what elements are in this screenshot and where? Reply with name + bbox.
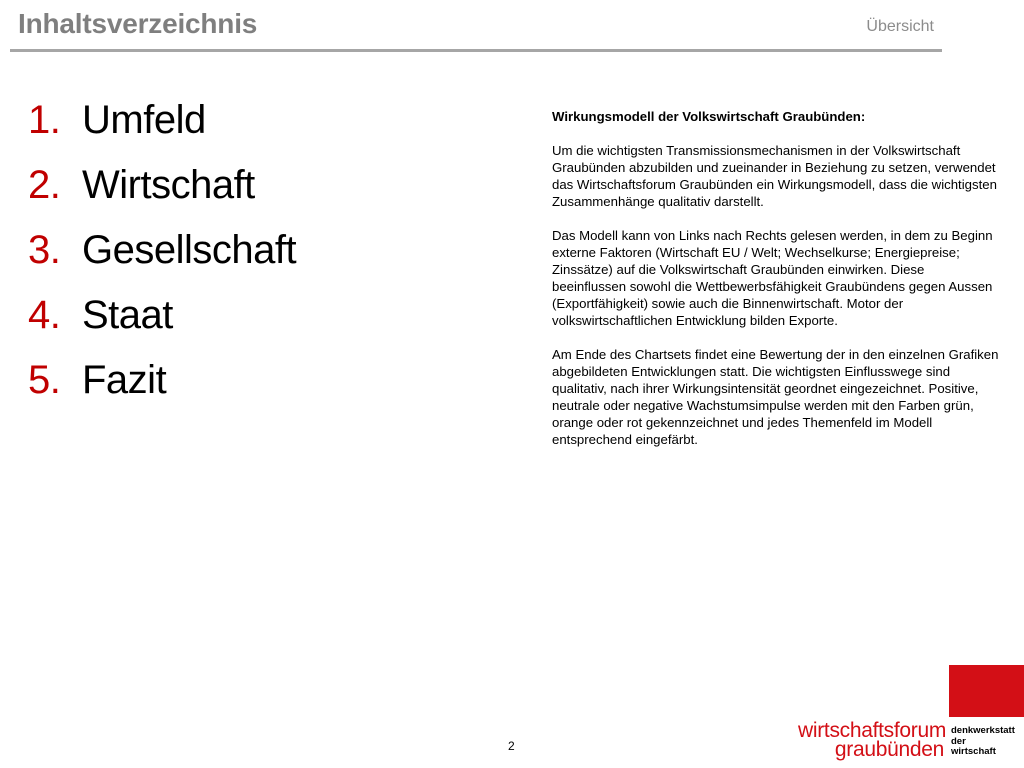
toc-label: Wirtschaft	[82, 163, 255, 207]
description-paragraph: Am Ende des Chartsets findet eine Bewertung der in den einzelnen Grafiken abgebildeten Entwicklungen statt. Die wichtigsten Einflusswege sind qualitativ, nach ihrer Wirkungsintensität geordnet eingezeichnet. Positive, neutrale oder negative Wachstumsimpulse werden mit den Farben grün, orange oder rot gekennzeichnet und jedes Themenfeld im Modell entsprechend eingefärbt.	[552, 347, 999, 447]
logo-line: wirtschaftsforum	[798, 719, 947, 742]
toc-item-wirtschaft[interactable]	[28, 165, 296, 230]
toc-label: Umfeld	[82, 98, 206, 142]
toc-number: 1.	[28, 98, 61, 142]
logo-square	[949, 665, 1024, 717]
section-label: Übersicht	[866, 18, 934, 35]
page-title: Inhaltsverzeichnis	[18, 8, 258, 39]
description-paragraph: Das Modell kann von Links nach Rechts gelesen werden, in dem zu Beginn externe Faktoren (Wirtschaft EU / Welt; Wechselkurse; Energiepreise; Zinssätze) auf die Volkswirtschaft Graubünden einwirken. Diese beeinflussen sowohl die Wettbewerbsfähigkeit Graubündens gegen Aussen (Exportfähigkeit) sowie auch die Binnenwirtschaft. Motor der volkswirtschaftlichen Entwicklung bilden Exporte.	[552, 228, 993, 328]
model-description	[552, 108, 1002, 465]
description-heading: Wirkungsmodell der Volkswirtschaft Graubünden:	[552, 109, 866, 124]
logo-tagline	[951, 726, 1015, 758]
toc-item-gesellschaft[interactable]	[28, 230, 296, 295]
logo-wordmark	[798, 719, 947, 761]
toc-number: 2.	[28, 163, 61, 207]
logo-tagline-line: der	[951, 735, 966, 747]
toc-number: 5.	[28, 358, 61, 402]
toc-item-staat[interactable]	[28, 295, 296, 360]
toc-number: 3.	[28, 228, 61, 272]
logo-tagline-line: denkwerkstatt	[951, 725, 1015, 736]
logo-tagline-line: wirtschaft	[951, 746, 996, 757]
toc-label: Gesellschaft	[82, 228, 297, 272]
description-paragraph: Um die wichtigsten Transmissionsmechanismen in der Volkswirtschaft Graubünden abzubilden und zueinander in Beziehung zu setzen, verwendet das Wirtschaftsforum Graubünden ein Wirkungsmodell, dass die wichtigsten Zusammenhänge qualitativ darstellt.	[552, 143, 997, 209]
toc-item-fazit[interactable]	[28, 360, 296, 425]
toc-label: Fazit	[82, 358, 167, 402]
page-number: 2	[508, 739, 515, 753]
logo-line: graubünden	[834, 738, 944, 761]
toc-number: 4.	[28, 293, 61, 337]
title-divider	[10, 49, 942, 52]
table-of-contents	[28, 100, 296, 425]
toc-item-umfeld[interactable]	[28, 100, 296, 165]
toc-label: Staat	[82, 293, 173, 337]
